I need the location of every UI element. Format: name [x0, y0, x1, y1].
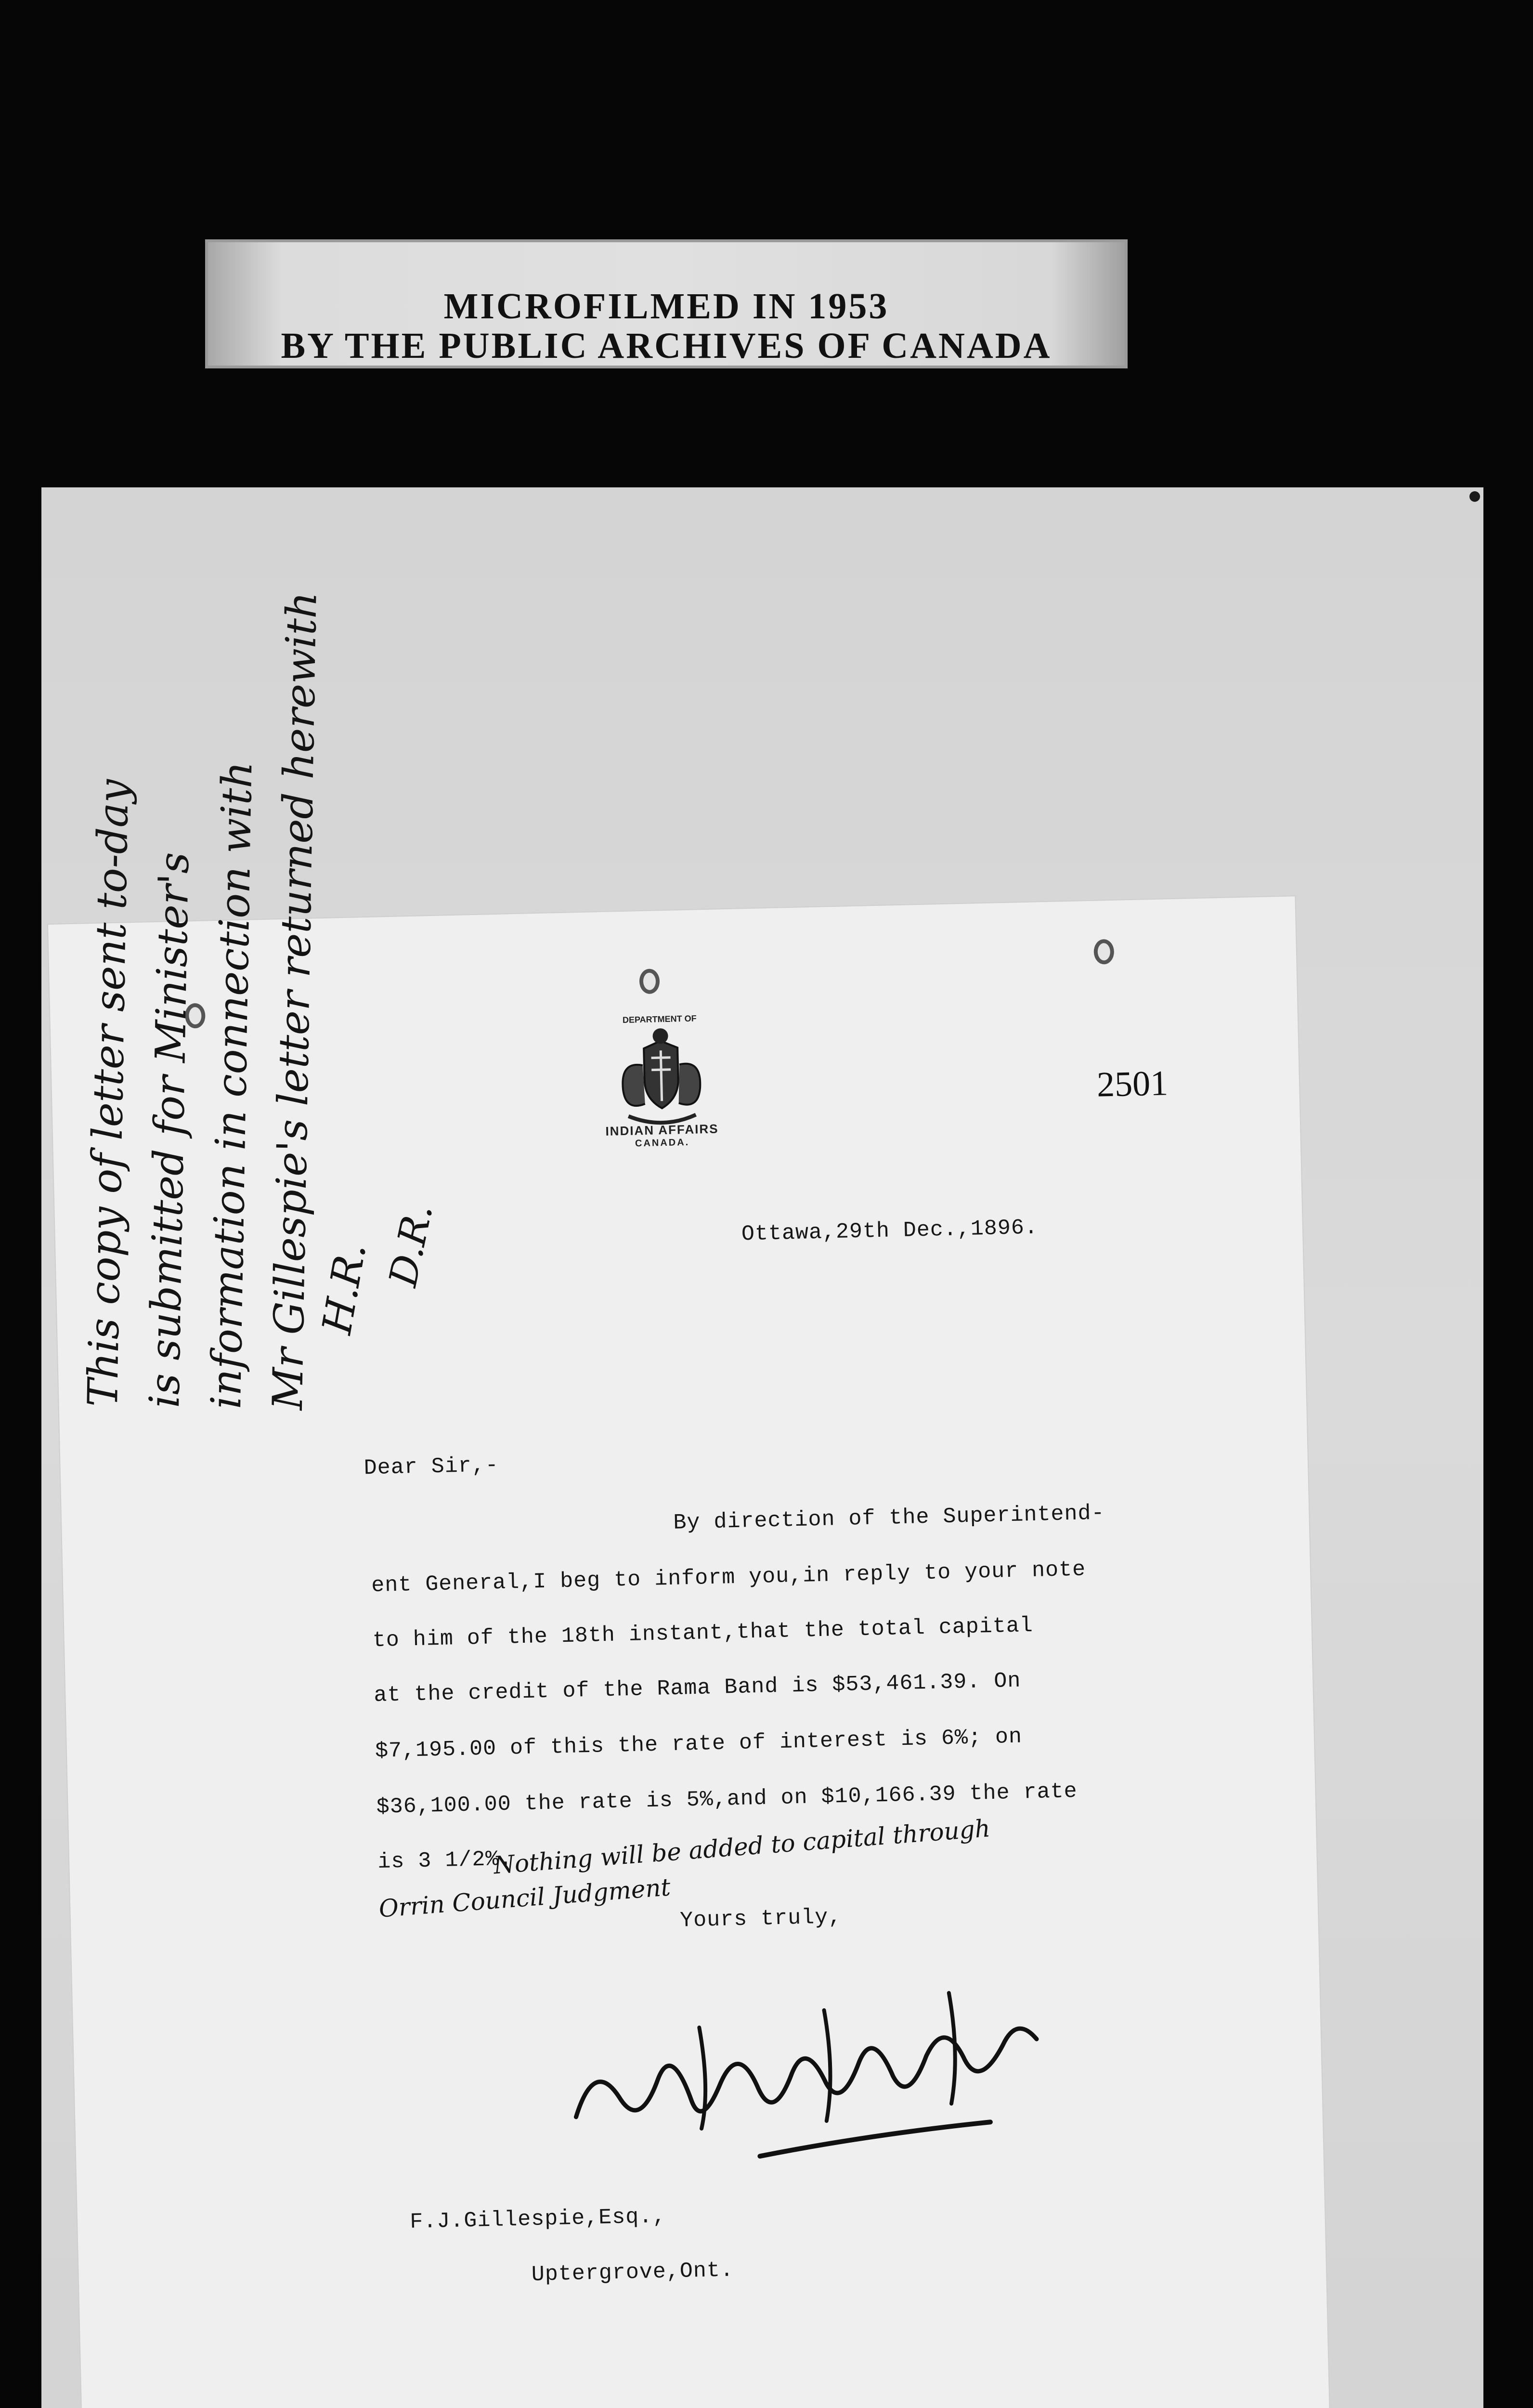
backing-mark: [1469, 491, 1480, 502]
margin-note-line: Mr Gillespie's letter returned herewith: [263, 591, 326, 1411]
letterhead-department: DEPARTMENT OF: [622, 1013, 697, 1025]
margin-note: [72, 347, 337, 1411]
letter-salutation: Dear Sir,-: [364, 1453, 499, 1481]
recipient-name: F.J.Gillespie,Esq.,: [409, 2204, 666, 2235]
body-line: to him of the 18th instant,that the total capital: [372, 1613, 1034, 1653]
margin-initials: H.R.: [313, 1239, 376, 1338]
punch-hole: [1093, 939, 1114, 965]
letter-date: Ottawa,29th Dec.,1896.: [741, 1215, 1039, 1247]
file-number: 2501: [1096, 1063, 1169, 1105]
handwritten-addition: Orrin Council Judgment: [377, 1873, 672, 1923]
letterhead-country: CANADA.: [635, 1137, 690, 1149]
margin-note-line: information in connection with: [202, 761, 262, 1410]
body-line: at the credit of the Rama Band is $53,461.39. On: [373, 1668, 1021, 1708]
margin-initials: D.R.: [380, 1200, 442, 1291]
body-line: is 3 1/2%.: [377, 1846, 513, 1874]
body-line: $36,100.00 the rate is 5%,and on $10,166.39 the rate: [376, 1779, 1078, 1819]
recipient-place: Uptergrove,Ont.: [531, 2258, 734, 2287]
punch-hole: [639, 968, 660, 994]
letter-closing: Yours truly,: [679, 1905, 842, 1933]
archive-label-line-1: MICROFILMED IN 1953: [443, 286, 889, 327]
signature: [554, 1961, 1088, 2175]
letterhead-name: INDIAN AFFAIRS: [605, 1121, 719, 1139]
margin-note-line: This copy of letter sent to-day: [78, 779, 138, 1407]
archive-label: [205, 239, 1128, 368]
body-line: $7,195.00 of this the rate of interest is 6%; on: [375, 1724, 1023, 1764]
archive-label-line-2: BY THE PUBLIC ARCHIVES OF CANADA: [281, 326, 1052, 366]
handwritten-addition: Nothing will be added to capital through: [493, 1814, 991, 1880]
margin-note-line: is submitted for Minister's: [140, 851, 199, 1409]
letterhead-text: [568, 1013, 756, 1151]
body-line: ent General,I beg to inform you,in reply to your note: [371, 1557, 1086, 1598]
body-line: By direction of the Superintend-: [673, 1501, 1105, 1535]
